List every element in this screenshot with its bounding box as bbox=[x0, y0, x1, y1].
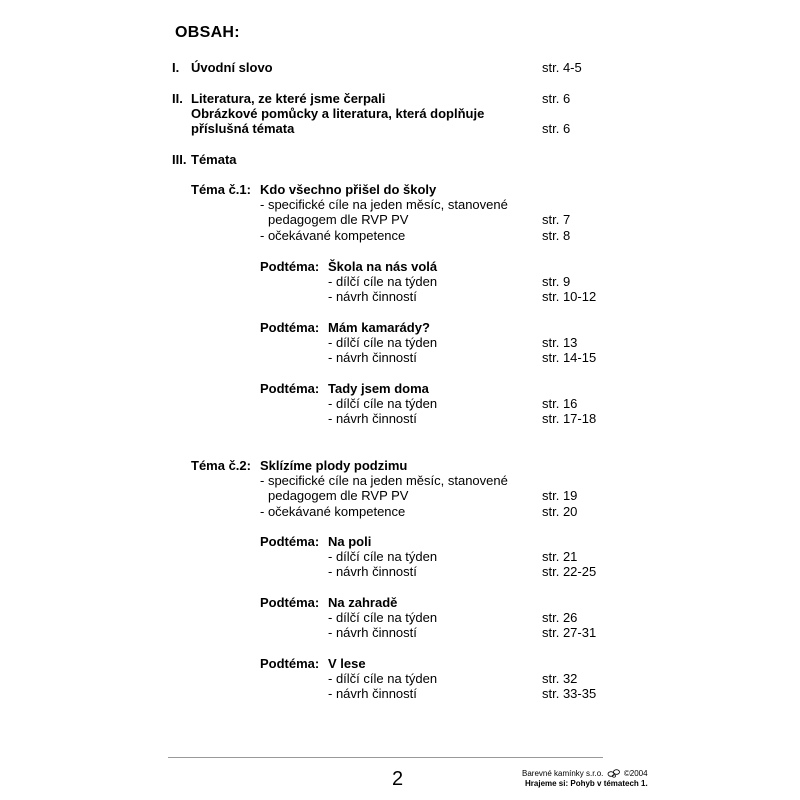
toc-item: - dílčí cíle na týden bbox=[328, 671, 438, 686]
toc-item: - návrh činností bbox=[328, 411, 417, 426]
toc-item: pedagogem dle RVP PV bbox=[268, 488, 409, 503]
toc-item: - návrh činností bbox=[328, 289, 417, 304]
toc-subtheme-label: Podtéma: bbox=[260, 259, 320, 274]
pebbles-logo-icon bbox=[607, 768, 621, 778]
toc-item: - dílčí cíle na týden bbox=[328, 335, 438, 350]
toc-entry-text: Literatura, ze které jsme čerpali bbox=[191, 91, 386, 106]
toc-subtheme-title: Na poli bbox=[328, 534, 372, 549]
toc-entry-page: str. 8 bbox=[542, 228, 571, 243]
toc-entry-page: str. 6 bbox=[542, 91, 571, 106]
copyright: ©2004 bbox=[623, 769, 648, 778]
toc-subtheme-title: Na zahradě bbox=[328, 595, 398, 610]
toc-item: - specifické cíle na jeden měsíc, stanovené bbox=[260, 197, 508, 212]
toc-entry-text: příslušná témata bbox=[191, 121, 295, 136]
toc-entry-page: str. 22-25 bbox=[542, 564, 597, 579]
toc-item: - dílčí cíle na týden bbox=[328, 610, 438, 625]
toc-subtheme-title: Tady jsem doma bbox=[328, 381, 429, 396]
toc-entry-page: str. 4-5 bbox=[542, 60, 582, 75]
toc-item: - dílčí cíle na týden bbox=[328, 274, 438, 289]
publisher-line bbox=[522, 768, 648, 779]
toc-entry-page: str. 14-15 bbox=[542, 350, 597, 365]
toc-item: - očekávané kompetence bbox=[260, 504, 406, 519]
toc-item: - očekávané kompetence bbox=[260, 228, 406, 243]
toc-item: - návrh činností bbox=[328, 625, 417, 640]
footer-divider bbox=[168, 757, 603, 758]
toc-entry-page: str. 20 bbox=[542, 504, 578, 519]
toc-roman-numeral: II. bbox=[172, 91, 183, 106]
toc-entry-text: Obrázkové pomůcky a literatura, která doplňuje bbox=[191, 106, 485, 121]
toc-subtheme-title: Mám kamarády? bbox=[328, 320, 430, 335]
toc-entry-page: str. 6 bbox=[542, 121, 571, 136]
toc-subtheme-title: V lese bbox=[328, 656, 366, 671]
publisher-name: Barevné kamínky s.r.o. bbox=[522, 769, 604, 778]
page-number: 2 bbox=[392, 768, 404, 790]
toc-theme-label: Téma č.1: bbox=[191, 182, 251, 197]
toc-subtheme-label: Podtéma: bbox=[260, 656, 320, 671]
toc-item: - dílčí cíle na týden bbox=[328, 396, 438, 411]
toc-entry-page: str. 13 bbox=[542, 335, 578, 350]
toc-subtheme-title: Škola na nás volá bbox=[328, 259, 438, 274]
page-title: OBSAH: bbox=[175, 24, 240, 41]
toc-item: - návrh činností bbox=[328, 686, 417, 701]
toc-entry-page: str. 33-35 bbox=[542, 686, 597, 701]
toc-subtheme-label: Podtéma: bbox=[260, 595, 320, 610]
toc-entry-page: str. 16 bbox=[542, 396, 578, 411]
toc-subtheme-label: Podtéma: bbox=[260, 534, 320, 549]
toc-theme-title: Kdo všechno přišel do školy bbox=[260, 182, 437, 197]
toc-entry-text: Úvodní slovo bbox=[191, 60, 273, 75]
toc-subtheme-label: Podtéma: bbox=[260, 320, 320, 335]
toc-entry-page: str. 7 bbox=[542, 212, 571, 227]
toc-roman-numeral: III. bbox=[172, 152, 187, 167]
toc-entry-page: str. 9 bbox=[542, 274, 571, 289]
toc-item: - návrh činností bbox=[328, 564, 417, 579]
toc-entry-page: str. 19 bbox=[542, 488, 578, 503]
toc-entry-page: str. 21 bbox=[542, 549, 578, 564]
toc-roman-numeral: I. bbox=[172, 60, 180, 75]
toc-entry-page: str. 32 bbox=[542, 671, 578, 686]
toc-subtheme-label: Podtéma: bbox=[260, 381, 320, 396]
toc-theme-label: Téma č.2: bbox=[191, 458, 251, 473]
toc-item: - dílčí cíle na týden bbox=[328, 549, 438, 564]
toc-entry-page: str. 27-31 bbox=[542, 625, 597, 640]
toc-entry-page: str. 26 bbox=[542, 610, 578, 625]
toc-item: - návrh činností bbox=[328, 350, 417, 365]
toc-theme-title: Sklízíme plody podzimu bbox=[260, 458, 408, 473]
toc-entry-page: str. 17-18 bbox=[542, 411, 597, 426]
toc-item: pedagogem dle RVP PV bbox=[268, 212, 409, 227]
toc-entry-page: str. 10-12 bbox=[542, 289, 597, 304]
toc-entry-text: Témata bbox=[191, 152, 237, 167]
toc-item: - specifické cíle na jeden měsíc, stanovené bbox=[260, 473, 508, 488]
book-title: Hrajeme si: Pohyb v tématech 1. bbox=[525, 779, 648, 788]
